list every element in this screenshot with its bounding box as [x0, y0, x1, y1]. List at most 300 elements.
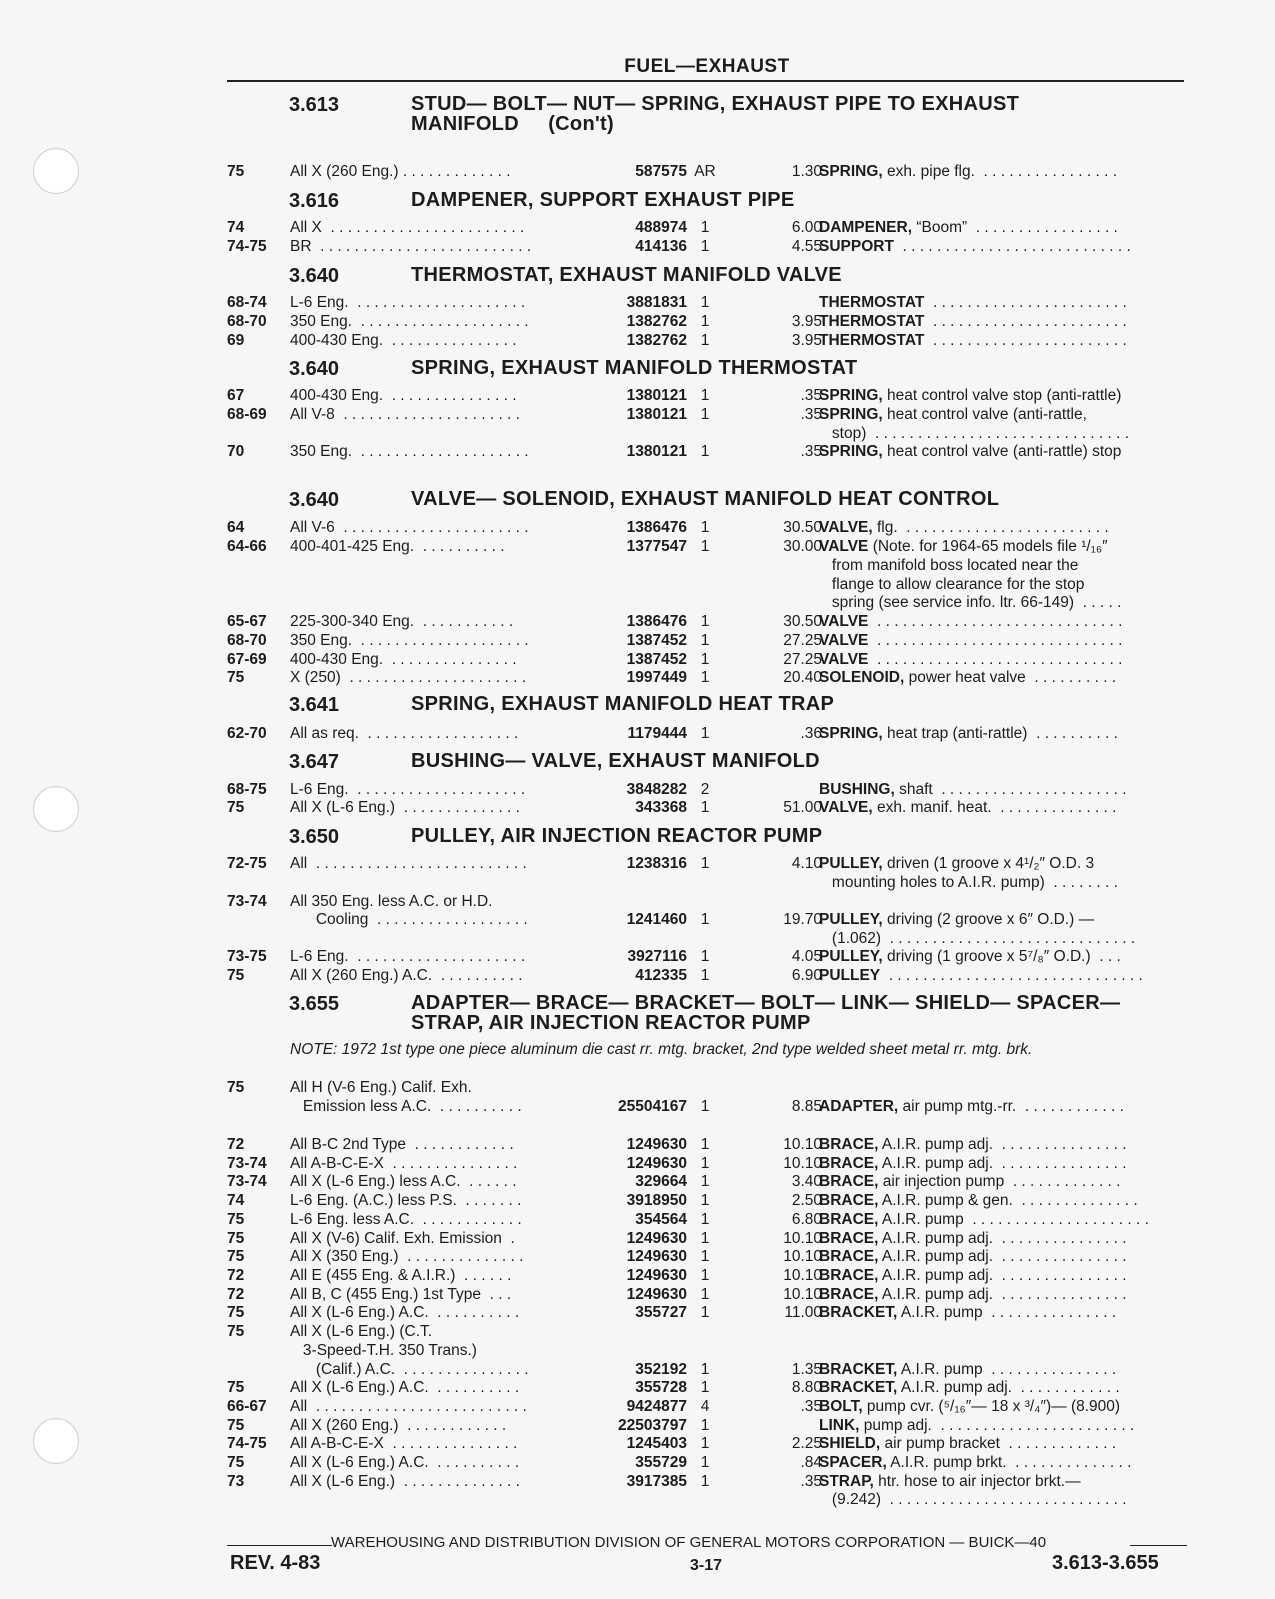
- application-cell: 350 Eng. . . . . . . . . . . . . . . . . . . . .: [290, 313, 529, 330]
- part-number-cell: 3927116: [627, 948, 687, 965]
- quantity-cell: 1: [700, 313, 710, 330]
- table-row: [227, 293, 1187, 312]
- description-cell: [819, 780, 1187, 799]
- description-part-name: BRACE,: [819, 1248, 879, 1265]
- description-text: . . . . . . . . . . . . . . . . . . . . . . .: [924, 313, 1127, 330]
- price-cell: 10.10: [783, 1267, 822, 1284]
- quantity-cell: 1: [700, 1136, 710, 1153]
- description-part-name: BRACE,: [819, 1286, 879, 1303]
- year-cell: 75: [227, 1211, 245, 1228]
- price-cell: 20.40: [783, 669, 822, 686]
- description-text: A.I.R. pump adj. . . . . . . . . . . . . . . .: [878, 1230, 1127, 1247]
- table-row: [227, 1229, 1187, 1248]
- application-cell: 400-430 Eng. . . . . . . . . . . . . . . .: [290, 387, 517, 404]
- year-cell: 72: [227, 1267, 245, 1284]
- section-title: SPRING, EXHAUST MANIFOLD HEAT TRAP: [411, 693, 835, 715]
- price-cell: 6.80: [791, 1211, 822, 1228]
- description-part-name: SUPPORT: [819, 238, 894, 255]
- description-cell: [819, 966, 1187, 985]
- description-cell: [819, 518, 1187, 537]
- part-number-cell: 1380121: [626, 443, 687, 460]
- quantity-cell: 1: [700, 294, 710, 311]
- application-cell: All E (455 Eng. & A.I.R.) . . . . . .: [290, 1267, 512, 1284]
- description-part-name: BRACKET,: [819, 1361, 898, 1378]
- description-cell: [819, 537, 1187, 556]
- description-text: . . . . . . . . . . . . . . . . . . . . . . . . . . . . . .: [880, 967, 1143, 984]
- application-cell: All X . . . . . . . . . . . . . . . . . . . . . . .: [290, 219, 525, 236]
- price-cell: 11.00: [784, 1304, 822, 1321]
- description-text: A.I.R. pump adj. . . . . . . . . . . . .: [897, 1379, 1120, 1396]
- table-row: [227, 1266, 1187, 1285]
- description-cell: [819, 1210, 1187, 1229]
- description-part-name: VALVE: [819, 613, 869, 630]
- description-text: A.I.R. pump . . . . . . . . . . . . . . .: [897, 1304, 1117, 1321]
- footer-rule-right: [1130, 1545, 1187, 1546]
- quantity-cell: 1: [700, 406, 710, 423]
- application-cell: (Calif.) A.C. . . . . . . . . . . . . . . .: [290, 1361, 529, 1378]
- binder-hole: [33, 786, 79, 832]
- description-cell: [819, 1360, 1187, 1379]
- description-text: heat control valve stop (anti-rattle): [882, 387, 1122, 404]
- application-cell: 400-430 Eng. . . . . . . . . . . . . . . .: [290, 332, 517, 349]
- quantity-cell: 1: [700, 1454, 710, 1471]
- year-cell: 68-70: [227, 632, 267, 649]
- description-cell: [819, 947, 1187, 966]
- table-row: [227, 237, 1187, 256]
- quantity-cell: 1: [700, 1286, 710, 1303]
- application-cell: L-6 Eng. . . . . . . . . . . . . . . . . . . . .: [290, 781, 526, 798]
- quantity-cell: 1: [700, 1304, 710, 1321]
- table-row: [227, 1210, 1187, 1229]
- description-part-name: BRACE,: [819, 1267, 879, 1284]
- binder-hole: [33, 148, 79, 194]
- application-cell: All X (V-6) Calif. Exh. Emission .: [290, 1230, 515, 1247]
- quantity-cell: 1: [700, 1435, 710, 1452]
- application-cell: All . . . . . . . . . . . . . . . . . . . . . . . . .: [290, 855, 527, 872]
- description-text: pump adj. . . . . . . . . . . . . . . . . . . . . . . .: [859, 1417, 1135, 1434]
- price-cell: .35: [800, 1398, 822, 1415]
- description-part-name: PULLEY,: [819, 855, 883, 872]
- table-row: [227, 537, 1187, 556]
- description-part-name: BRACKET,: [819, 1304, 898, 1321]
- application-cell: All A-B-C-E-X . . . . . . . . . . . . . . .: [290, 1435, 518, 1452]
- table-row: [227, 1172, 1187, 1191]
- table-row: [227, 442, 1187, 461]
- year-cell: 75: [227, 967, 245, 984]
- application-cell: BR . . . . . . . . . . . . . . . . . . . . . . . . .: [290, 238, 532, 255]
- table-row: [227, 947, 1187, 966]
- year-cell: 75: [227, 1230, 245, 1247]
- application-cell: All H (V-6 Eng.) Calif. Exh.: [290, 1079, 472, 1096]
- part-number-cell: 1249630: [626, 1155, 687, 1172]
- table-row: [227, 1416, 1187, 1435]
- description-part-name: PULLEY: [819, 967, 881, 984]
- description-text: (9.242) . . . . . . . . . . . . . . . . . . . . . . . . . . . .: [819, 1491, 1127, 1508]
- application-cell: 400-430 Eng. . . . . . . . . . . . . . . .: [290, 651, 517, 668]
- part-number-cell: 1249630: [626, 1248, 687, 1265]
- application-cell: All X (L-6 Eng.) . . . . . . . . . . . . . .: [290, 799, 520, 816]
- section-number: 3.640: [289, 265, 340, 287]
- description-text: air pump mtg.-rr. . . . . . . . . . . . .: [898, 1098, 1124, 1115]
- section-title: DAMPENER, SUPPORT EXHAUST PIPE: [411, 189, 795, 211]
- description-part-name: PULLEY,: [819, 948, 883, 965]
- year-cell: 73-74: [227, 893, 267, 910]
- description-text: air injection pump . . . . . . . . . . . . .: [878, 1173, 1121, 1190]
- application-cell: 400-401-425 Eng. . . . . . . . . . .: [290, 538, 505, 555]
- description-part-name: BRACE,: [819, 1173, 879, 1190]
- section-title: ADAPTER— BRACE— BRACKET— BOLT— LINK— SHIELD— SPACER— STRAP, AIR INJECTION REACTOR PUMP: [411, 992, 1121, 1034]
- year-cell: 74-75: [227, 1435, 267, 1452]
- description-cell: [819, 668, 1187, 687]
- quantity-cell: 1: [700, 1267, 710, 1284]
- description-cell: [819, 910, 1187, 929]
- table-row: [227, 424, 1187, 443]
- price-cell: 2.25: [791, 1435, 822, 1452]
- application-cell: Emission less A.C. . . . . . . . . . .: [290, 1098, 522, 1115]
- description-text: (1.062) . . . . . . . . . . . . . . . . . . . . . . . . . . . . .: [819, 930, 1136, 947]
- quantity-cell: 2: [700, 781, 710, 798]
- part-number-cell: 1249630: [626, 1230, 687, 1247]
- description-cell: [819, 442, 1187, 461]
- table-row: [227, 892, 1187, 911]
- price-cell: 27.25: [783, 632, 822, 649]
- description-cell: [819, 724, 1187, 743]
- table-row: [227, 1378, 1187, 1397]
- quantity-cell: 1: [700, 219, 710, 236]
- price-cell: 1.30: [791, 163, 822, 180]
- price-cell: 4.05: [791, 948, 822, 965]
- section-number: 3.640: [289, 358, 340, 380]
- description-text: driving (1 groove x 5⁷/₈″ O.D.) . . .: [882, 948, 1121, 965]
- description-text: flg. . . . . . . . . . . . . . . . . . . . . . . . .: [872, 519, 1109, 536]
- part-number-cell: 3918950: [626, 1192, 687, 1209]
- table-row: [227, 724, 1187, 743]
- footer-rule-left: [227, 1545, 332, 1546]
- year-cell: 72-75: [227, 855, 267, 872]
- description-text: flange to allow clearance for the stop: [819, 576, 1085, 593]
- section-number: 3.641: [289, 694, 340, 716]
- header-rule: [227, 80, 1184, 82]
- table-row: [227, 1490, 1187, 1509]
- application-cell: All X (350 Eng.) . . . . . . . . . . . . . .: [290, 1248, 524, 1265]
- price-cell: 27.25: [783, 651, 822, 668]
- quantity-cell: 1: [700, 1211, 710, 1228]
- part-number-cell: 1997449: [626, 669, 687, 686]
- application-cell: All X (260 Eng.) . . . . . . . . . . . . .: [290, 163, 511, 180]
- description-cell: [819, 1397, 1187, 1416]
- year-cell: 65-67: [227, 613, 267, 630]
- part-number-cell: 1386476: [626, 613, 687, 630]
- quantity-cell: 1: [700, 948, 710, 965]
- description-part-name: VALVE: [819, 632, 869, 649]
- table-row: [227, 1078, 1187, 1097]
- table-row: [227, 1135, 1187, 1154]
- section-number: 3.616: [289, 190, 340, 212]
- application-cell: All X (260 Eng.) . . . . . . . . . . . .: [290, 1417, 507, 1434]
- description-text: A.I.R. pump adj. . . . . . . . . . . . . . . .: [878, 1136, 1127, 1153]
- quantity-cell: 1: [700, 855, 710, 872]
- part-number-cell: 355728: [635, 1379, 687, 1396]
- price-cell: 10.10: [783, 1136, 822, 1153]
- description-part-name: PULLEY,: [819, 911, 883, 928]
- table-row: [227, 1360, 1187, 1379]
- price-cell: 4.10: [791, 855, 822, 872]
- description-part-name: LINK,: [819, 1417, 860, 1434]
- description-text: . . . . . . . . . . . . . . . . . . . . . . .: [924, 294, 1127, 311]
- application-cell: All X (L-6 Eng.) (C.T.: [290, 1323, 433, 1340]
- application-cell: All . . . . . . . . . . . . . . . . . . . . . . . . .: [290, 1398, 527, 1415]
- application-cell: 350 Eng. . . . . . . . . . . . . . . . . . . . .: [290, 632, 529, 649]
- application-cell: All 350 Eng. less A.C. or H.D.: [290, 893, 493, 910]
- quantity-cell: 1: [700, 669, 710, 686]
- description-text: (Note. for 1964-65 models file ¹/₁₆″: [868, 538, 1108, 555]
- part-number-cell: 25504167: [618, 1098, 687, 1115]
- description-part-name: THERMOSTAT: [819, 313, 925, 330]
- quantity-cell: 1: [700, 538, 710, 555]
- table-row: [227, 929, 1187, 948]
- description-cell: [819, 575, 1187, 594]
- description-cell: [819, 1154, 1187, 1173]
- description-cell: [819, 424, 1187, 443]
- year-cell: 62-70: [227, 725, 267, 742]
- part-number-cell: 1241460: [626, 911, 687, 928]
- year-cell: 75: [227, 163, 245, 180]
- description-text: heat trap (anti-rattle) . . . . . . . . . .: [882, 725, 1118, 742]
- application-cell: All B, C (455 Eng.) 1st Type . . .: [290, 1286, 512, 1303]
- description-text: driving (2 groove x 6″ O.D.) —: [882, 911, 1095, 928]
- quantity-cell: 1: [700, 1473, 710, 1490]
- description-part-name: STRAP,: [819, 1473, 874, 1490]
- description-text: . . . . . . . . . . . . . . . . . . . . . . . . . . . . .: [868, 613, 1123, 630]
- description-cell: [819, 405, 1187, 424]
- description-part-name: BRACE,: [819, 1192, 879, 1209]
- application-cell: L-6 Eng. less A.C. . . . . . . . . . . . .: [290, 1211, 522, 1228]
- quantity-cell: 1: [700, 799, 710, 816]
- description-part-name: SHIELD,: [819, 1435, 881, 1452]
- table-row: [227, 780, 1187, 799]
- part-number-cell: 355729: [635, 1454, 687, 1471]
- part-number-cell: 329664: [635, 1173, 687, 1190]
- description-text: from manifold boss located near the: [819, 557, 1079, 574]
- price-cell: 8.80: [791, 1379, 822, 1396]
- price-cell: .35: [800, 1473, 822, 1490]
- quantity-cell: 1: [700, 911, 710, 928]
- description-cell: [819, 312, 1187, 331]
- description-cell: [819, 1378, 1187, 1397]
- description-part-name: THERMOSTAT: [819, 294, 925, 311]
- table-row: [227, 1341, 1187, 1360]
- year-cell: 67: [227, 387, 245, 404]
- application-cell: 225-300-340 Eng. . . . . . . . . . . .: [290, 613, 514, 630]
- price-cell: .36: [800, 725, 822, 742]
- description-cell: [819, 1303, 1187, 1322]
- description-text: spring (see service info. ltr. 66-149) . . . . .: [819, 594, 1122, 611]
- section-title: STUD— BOLT— NUT— SPRING, EXHAUST PIPE TO EXHAUST MANIFOLD (Con't): [411, 93, 1020, 135]
- quantity-cell: 1: [700, 1379, 710, 1396]
- revision-label: REV. 4-83: [230, 1552, 321, 1574]
- description-part-name: BOLT,: [819, 1398, 863, 1415]
- price-cell: 51.00: [783, 799, 822, 816]
- year-cell: 69: [227, 332, 245, 349]
- year-cell: 68-69: [227, 406, 267, 423]
- price-cell: 3.40: [791, 1173, 822, 1190]
- description-part-name: BRACKET,: [819, 1379, 898, 1396]
- table-row: [227, 798, 1187, 817]
- section-number: 3.640: [289, 489, 340, 511]
- price-cell: 10.10: [783, 1230, 822, 1247]
- year-cell: 68-75: [227, 781, 267, 798]
- description-part-name: VALVE: [819, 538, 869, 555]
- description-part-name: SPACER,: [819, 1454, 887, 1471]
- description-part-name: BRACE,: [819, 1136, 879, 1153]
- year-cell: 64-66: [227, 538, 267, 555]
- price-cell: 3.95: [791, 332, 822, 349]
- application-cell: L-6 Eng. . . . . . . . . . . . . . . . . . . . .: [290, 294, 526, 311]
- part-number-cell: 1380121: [626, 387, 687, 404]
- table-row: [227, 1322, 1187, 1341]
- description-cell: [819, 1191, 1187, 1210]
- part-number-cell: 3881831: [626, 294, 687, 311]
- table-row: [227, 386, 1187, 405]
- quantity-cell: 1: [700, 1361, 710, 1378]
- part-number-cell: 3917385: [626, 1473, 687, 1490]
- description-text: A.I.R. pump brkt. . . . . . . . . . . . . . .: [886, 1454, 1132, 1471]
- section-number: 3.613: [289, 94, 340, 116]
- table-row: [227, 910, 1187, 929]
- section-range: 3.613-3.655: [1052, 1552, 1159, 1574]
- application-cell: L-6 Eng. . . . . . . . . . . . . . . . . . . . .: [290, 948, 526, 965]
- description-text: htr. hose to air injector brkt.—: [873, 1473, 1081, 1490]
- part-number-cell: 1249630: [626, 1286, 687, 1303]
- description-part-name: SOLENOID,: [819, 669, 905, 686]
- section-number: 3.647: [289, 751, 340, 773]
- table-row: [227, 593, 1187, 612]
- price-cell: 19.70: [783, 911, 822, 928]
- description-part-name: SPRING,: [819, 443, 883, 460]
- description-text: mounting holes to A.I.R. pump) . . . . . . . .: [819, 874, 1118, 891]
- description-cell: [819, 293, 1187, 312]
- description-cell: [819, 1434, 1187, 1453]
- table-row: [227, 1097, 1187, 1116]
- year-cell: 70: [227, 443, 245, 460]
- description-cell: [819, 612, 1187, 631]
- part-number-cell: 3848282: [626, 781, 687, 798]
- table-row: [227, 518, 1187, 537]
- description-cell: [819, 1453, 1187, 1472]
- table-row: [227, 1453, 1187, 1472]
- year-cell: 75: [227, 1079, 245, 1096]
- part-number-cell: 587575: [635, 163, 687, 180]
- quantity-cell: 1: [700, 613, 710, 630]
- application-cell: L-6 Eng. (A.C.) less P.S. . . . . . . .: [290, 1192, 522, 1209]
- description-cell: [819, 593, 1187, 612]
- table-row: [227, 1397, 1187, 1416]
- table-row: [227, 966, 1187, 985]
- description-cell: [819, 1135, 1187, 1154]
- description-part-name: BRACE,: [819, 1211, 879, 1228]
- year-cell: 74-75: [227, 238, 267, 255]
- year-cell: 75: [227, 1248, 245, 1265]
- part-number-cell: 412335: [635, 967, 687, 984]
- description-text: A.I.R. pump . . . . . . . . . . . . . . . . . . . . .: [878, 1211, 1149, 1228]
- year-cell: 68-70: [227, 313, 267, 330]
- price-cell: 6.00: [791, 219, 822, 236]
- section-title: SPRING, EXHAUST MANIFOLD THERMOSTAT: [411, 357, 858, 379]
- part-number-cell: 22503797: [618, 1417, 687, 1434]
- description-cell: [819, 1472, 1187, 1491]
- quantity-cell: AR: [694, 163, 716, 180]
- price-cell: 10.10: [783, 1286, 822, 1303]
- quantity-cell: 1: [700, 1248, 710, 1265]
- application-cell: All X (L-6 Eng.) A.C. . . . . . . . . . .: [290, 1379, 520, 1396]
- year-cell: 64: [227, 519, 245, 536]
- price-cell: 30.00: [783, 538, 822, 555]
- application-cell: All X (L-6 Eng.) . . . . . . . . . . . . . .: [290, 1473, 520, 1490]
- year-cell: 75: [227, 1323, 245, 1340]
- description-cell: [819, 1266, 1187, 1285]
- section-number: 3.655: [289, 993, 340, 1015]
- description-part-name: VALVE: [819, 651, 869, 668]
- part-number-cell: 1249630: [626, 1136, 687, 1153]
- description-text: . . . . . . . . . . . . . . . . . . . . . . . . . . . . .: [868, 632, 1123, 649]
- quantity-cell: 1: [700, 238, 710, 255]
- description-part-name: THERMOSTAT: [819, 332, 925, 349]
- description-cell: [819, 218, 1187, 237]
- description-text: shaft . . . . . . . . . . . . . . . . . . . . . .: [894, 781, 1127, 798]
- application-cell: 350 Eng. . . . . . . . . . . . . . . . . . . . .: [290, 443, 529, 460]
- price-cell: 30.50: [783, 519, 822, 536]
- table-row: [227, 854, 1187, 873]
- year-cell: 75: [227, 1379, 245, 1396]
- year-cell: 73: [227, 1473, 245, 1490]
- description-part-name: BRACE,: [819, 1230, 879, 1247]
- table-row: [227, 331, 1187, 350]
- description-part-name: DAMPENER,: [819, 219, 913, 236]
- table-row: [227, 873, 1187, 892]
- description-part-name: SPRING,: [819, 725, 883, 742]
- description-cell: [819, 1490, 1187, 1509]
- year-cell: 75: [227, 1417, 245, 1434]
- table-row: [227, 1154, 1187, 1173]
- table-row: [227, 631, 1187, 650]
- description-cell: [819, 162, 1187, 181]
- price-cell: .35: [800, 387, 822, 404]
- application-cell: All V-8 . . . . . . . . . . . . . . . . . . . . .: [290, 406, 520, 423]
- description-text: exh. pipe flg. . . . . . . . . . . . . . . . .: [882, 163, 1118, 180]
- price-cell: .35: [800, 406, 822, 423]
- price-cell: 30.50: [783, 613, 822, 630]
- table-row: [227, 556, 1187, 575]
- description-cell: [819, 798, 1187, 817]
- part-number-cell: 343368: [635, 799, 687, 816]
- application-cell: All B-C 2nd Type . . . . . . . . . . . .: [290, 1136, 514, 1153]
- table-row: [227, 405, 1187, 424]
- part-number-cell: 355727: [635, 1304, 687, 1321]
- description-text: A.I.R. pump . . . . . . . . . . . . . . .: [897, 1361, 1117, 1378]
- quantity-cell: 1: [700, 1192, 710, 1209]
- description-text: A.I.R. pump adj. . . . . . . . . . . . . . . .: [878, 1286, 1127, 1303]
- part-number-cell: 352192: [635, 1361, 687, 1378]
- description-cell: [819, 854, 1187, 873]
- part-number-cell: 1386476: [626, 519, 687, 536]
- description-cell: [819, 1247, 1187, 1266]
- description-cell: [819, 556, 1187, 575]
- table-row: [227, 612, 1187, 631]
- description-cell: [819, 1285, 1187, 1304]
- description-text: heat control valve (anti-rattle) stop: [882, 443, 1122, 460]
- table-row: [227, 162, 1187, 181]
- application-cell: All X (L-6 Eng.) A.C. . . . . . . . . . .: [290, 1454, 520, 1471]
